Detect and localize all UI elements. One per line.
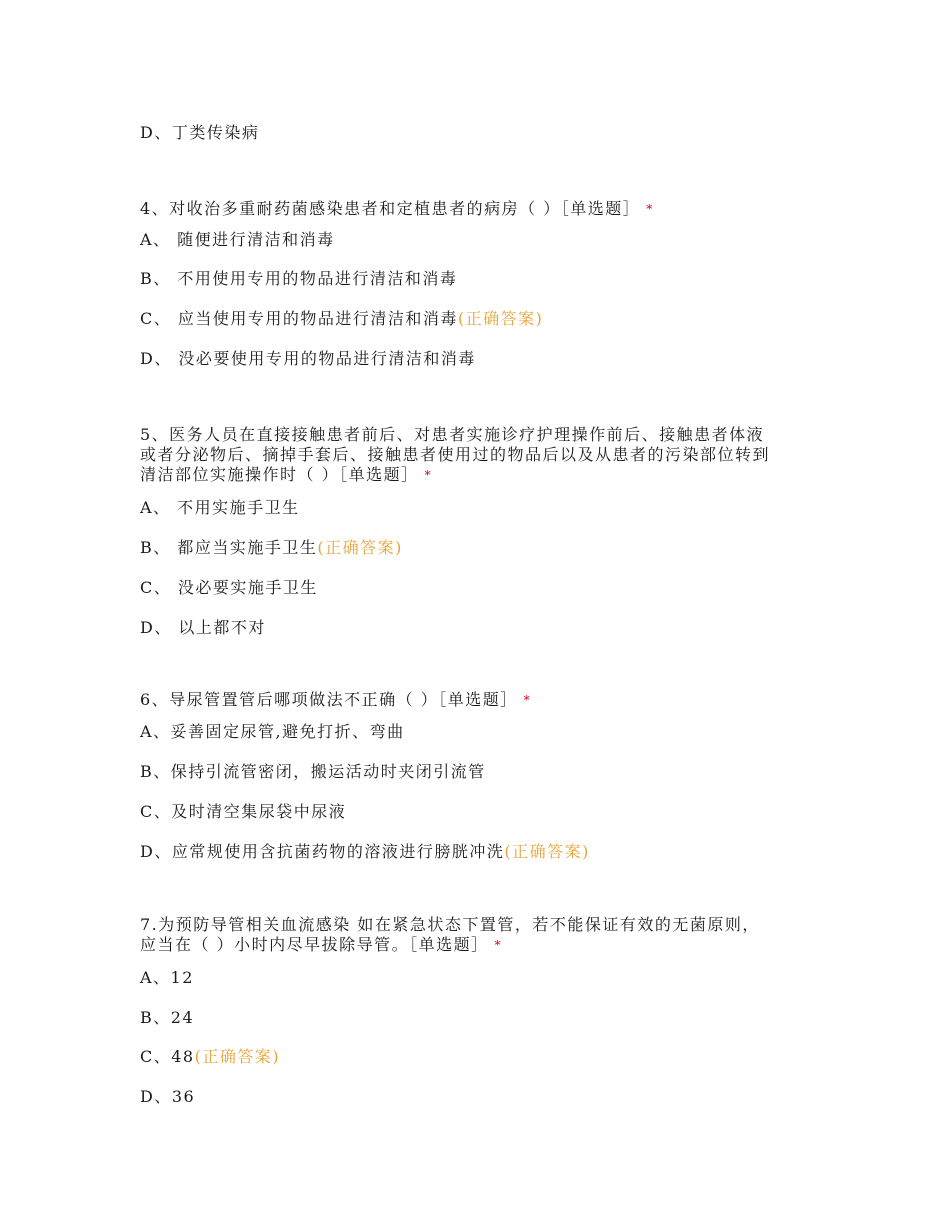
- question-5-option-a: A、 不用实施手卫生: [140, 498, 300, 517]
- correct-answer-label: (正确答案): [194, 1047, 281, 1066]
- question-5-option-d: D、 以上都不对: [140, 618, 266, 637]
- correct-answer-label: (正确答案): [457, 309, 544, 328]
- question-6-option-c: C、及时清空集尿袋中尿液: [140, 802, 347, 821]
- question-6-option-d: D、应常规使用含抗菌药物的溶液进行膀胱冲洗(正确答案): [140, 842, 590, 861]
- question-4-option-b: B、 不用使用专用的物品进行清洁和消毒: [140, 269, 458, 288]
- question-5-option-b: B、 都应当实施手卫生(正确答案): [140, 538, 403, 557]
- correct-answer-label: (正确答案): [317, 538, 403, 557]
- question-5-option-c: C、 没必要实施手卫生: [140, 578, 318, 597]
- question-4-option-d: D、 没必要使用专用的物品进行清洁和消毒: [140, 349, 476, 368]
- question-7-option-d: D、36: [140, 1087, 196, 1106]
- question-7-title-line-1: 7.为预防导管相关血流感染 如在紧急状态下置管，若不能保证有效的无菌原则，: [140, 915, 760, 934]
- required-star: *: [646, 202, 654, 216]
- prev-question-option-d: D、丁类传染病: [140, 123, 260, 142]
- question-5-title-line-1: 5、医务人员在直接接触患者前后、对患者实施诊疗护理操作前后、接触患者体液: [140, 425, 765, 444]
- question-5-title-line-2: 或者分泌物后、摘掉手套后、接触患者使用过的物品后以及从患者的污染部位转到: [140, 445, 771, 464]
- question-7-title-line-2: 应当在（ ）小时内尽早拔除导管。［单选题］ *: [140, 935, 503, 954]
- question-7-option-b: B、24: [140, 1008, 195, 1027]
- question-5-title-line-3: 清洁部位实施操作时（ ）［单选题］ *: [140, 465, 433, 484]
- question-4-option-c: C、 应当使用专用的物品进行清洁和消毒(正确答案): [140, 309, 544, 328]
- question-7-option-a: A、12: [140, 968, 194, 987]
- required-star: *: [424, 468, 433, 482]
- question-4-title: 4、对收治多重耐药菌感染患者和定植患者的病房（ ）［单选题］ *: [140, 199, 654, 218]
- correct-answer-label: (正确答案): [504, 842, 590, 861]
- required-star: *: [523, 693, 532, 707]
- question-6-option-a: A、妥善固定尿管,避免打折、弯曲: [140, 722, 405, 741]
- question-6-title: 6、导尿管置管后哪项做法不正确（ ）［单选题］ *: [140, 690, 532, 709]
- question-7-option-c: C、48(正确答案): [140, 1047, 281, 1066]
- question-4-option-a: A、 随便进行清洁和消毒: [140, 230, 335, 249]
- question-6-option-b: B、保持引流管密闭，搬运活动时夹闭引流管: [140, 762, 486, 781]
- required-star: *: [494, 938, 503, 952]
